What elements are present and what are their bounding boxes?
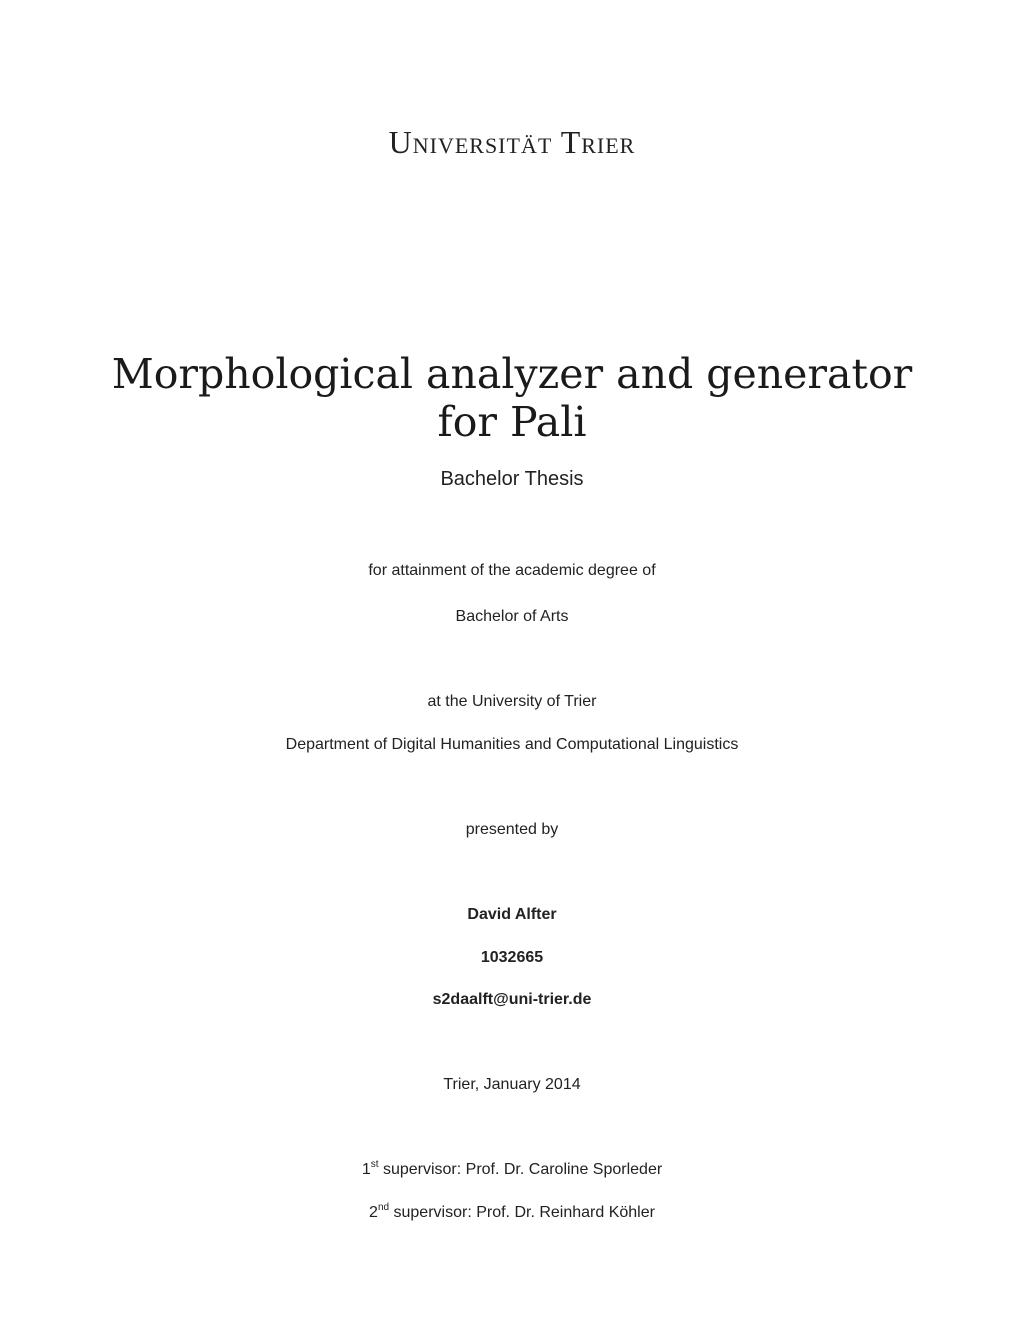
supervisor-ordinal-suffix: st (370, 1159, 379, 1170)
supervisor-ordinal-suffix: nd (377, 1202, 390, 1213)
supervisor-ordinal-number: 2 (369, 1204, 378, 1221)
second-supervisor (0, 1204, 1024, 1222)
presented-by: presented by (465, 821, 559, 838)
student-id: 1032665 (480, 949, 544, 966)
supervisor-ordinal-number: 1 (361, 1161, 371, 1178)
supervisor-text: supervisor: Prof. Dr. Caroline Sporleder (378, 1161, 663, 1178)
degree-intro: for attainment of the academic degree of (368, 562, 656, 579)
degree-name: Bachelor of Arts (455, 608, 569, 625)
first-supervisor (0, 1161, 1024, 1179)
thesis-title-line-1: Morphological analyzer and generator (111, 350, 913, 398)
author-email: s2daalft@uni-trier.de (432, 991, 592, 1008)
department: Department of Digital Humanities and Computational Linguistics (285, 736, 739, 753)
place-date: Trier, January 2014 (443, 1076, 581, 1093)
thesis-title-line-2: for Pali (437, 398, 587, 446)
thesis-type: Bachelor Thesis (440, 468, 584, 490)
thesis-title (0, 350, 1024, 446)
institution: at the University of Trier (427, 693, 597, 710)
author-name: David Alfter (467, 906, 557, 923)
supervisor-text: supervisor: Prof. Dr. Reinhard Köhler (389, 1204, 655, 1221)
university-name: Universität Trier (388, 124, 636, 160)
